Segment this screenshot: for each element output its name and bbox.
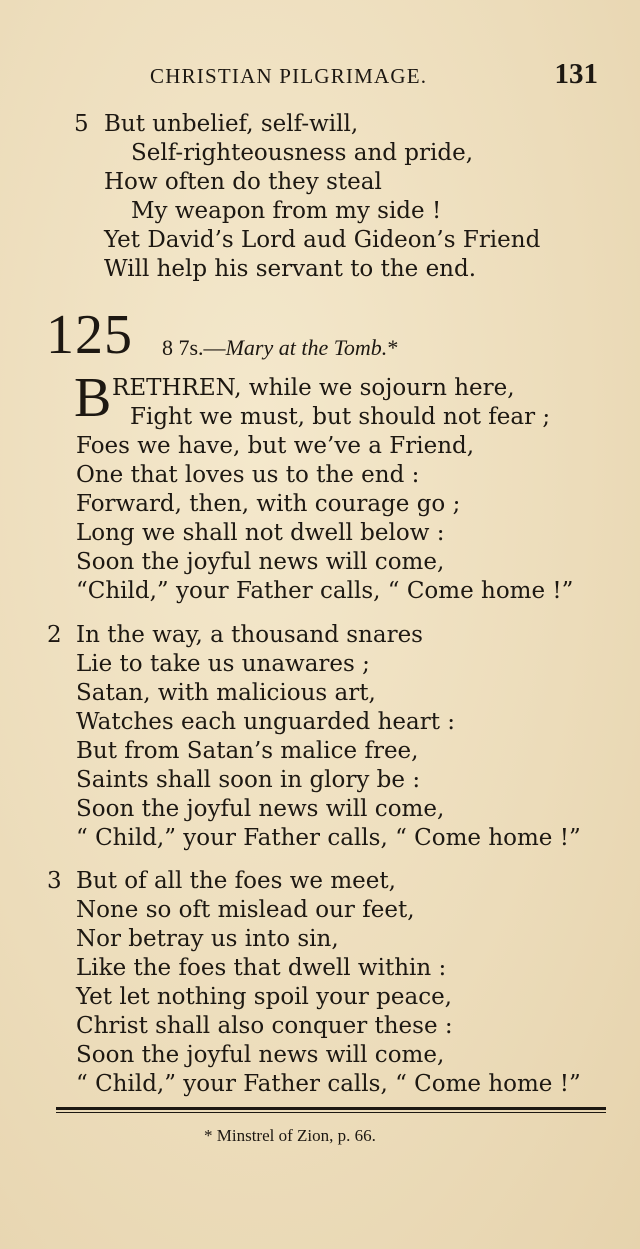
verse-line: But unbelief, self-will,	[104, 111, 359, 137]
hymn-heading	[162, 335, 398, 361]
verse-line: Christ shall also conquer these :	[76, 1013, 453, 1039]
hymn-meter: 8 7s.—	[162, 335, 226, 360]
verse-line: Satan, with malicious art,	[76, 680, 376, 706]
verse-line: Yet David’s Lord aud Gideon’s Friend	[104, 227, 541, 253]
verse-number: 5	[74, 111, 89, 137]
verse-number: 3	[47, 868, 62, 894]
verse-line: But from Satan’s malice free,	[76, 738, 419, 764]
verse-line: Will help his servant to the end.	[104, 256, 477, 282]
page-number: 131	[554, 58, 598, 90]
drop-cap: B	[74, 367, 112, 429]
hymn-tune: Mary at the Tomb.	[225, 335, 388, 360]
verse-number: 2	[47, 622, 62, 648]
verse-line: Soon the joyful news will come,	[76, 1042, 445, 1068]
verse-line: Long we shall not dwell below :	[76, 520, 445, 546]
hymn-number: 125	[46, 304, 133, 366]
running-title: CHRISTIAN PILGRIMAGE.	[150, 64, 428, 88]
verse-line: One that loves us to the end :	[76, 462, 420, 488]
verse-line: RETHREN, while we sojourn here,	[112, 375, 515, 401]
verse-line: Yet let nothing spoil your peace,	[76, 984, 452, 1010]
verse-line: Soon the joyful news will come,	[76, 796, 445, 822]
verse-line: “ Child,” your Father calls, “ Come home !”	[76, 825, 581, 851]
verse-line: Nor betray us into sin,	[76, 926, 339, 952]
verse-line: Watches each unguarded heart :	[76, 709, 456, 735]
verse-line: My weapon from my side !	[131, 198, 442, 224]
footnote-rule	[56, 1107, 606, 1110]
footnote: * Minstrel of Zion, p. 66.	[204, 1126, 376, 1145]
verse-line: Saints shall soon in glory be :	[76, 767, 421, 793]
verse-line: None so oft mislead our feet,	[76, 897, 415, 923]
verse-line: “ Child,” your Father calls, “ Come home !”	[76, 1071, 581, 1097]
verse-line: “Child,” your Father calls, “ Come home !”	[76, 578, 574, 604]
footnote-rule-thin	[56, 1112, 606, 1113]
verse-line: Like the foes that dwell within :	[76, 955, 447, 981]
verse-line: In the way, a thousand snares	[76, 622, 423, 648]
verse-line: Soon the joyful news will come,	[76, 549, 445, 575]
footnote-marker: *	[387, 335, 399, 360]
verse-line: But of all the foes we meet,	[76, 868, 396, 894]
verse-line: Forward, then, with courage go ;	[76, 491, 461, 517]
verse-line: Fight we must, but should not fear ;	[130, 404, 551, 430]
verse-line: Lie to take us unawares ;	[76, 651, 370, 677]
verse-line: How often do they steal	[104, 169, 382, 195]
verse-line: Foes we have, but we’ve a Friend,	[76, 433, 475, 459]
page-header	[150, 58, 620, 96]
verse-line: Self-righteousness and pride,	[131, 140, 474, 166]
